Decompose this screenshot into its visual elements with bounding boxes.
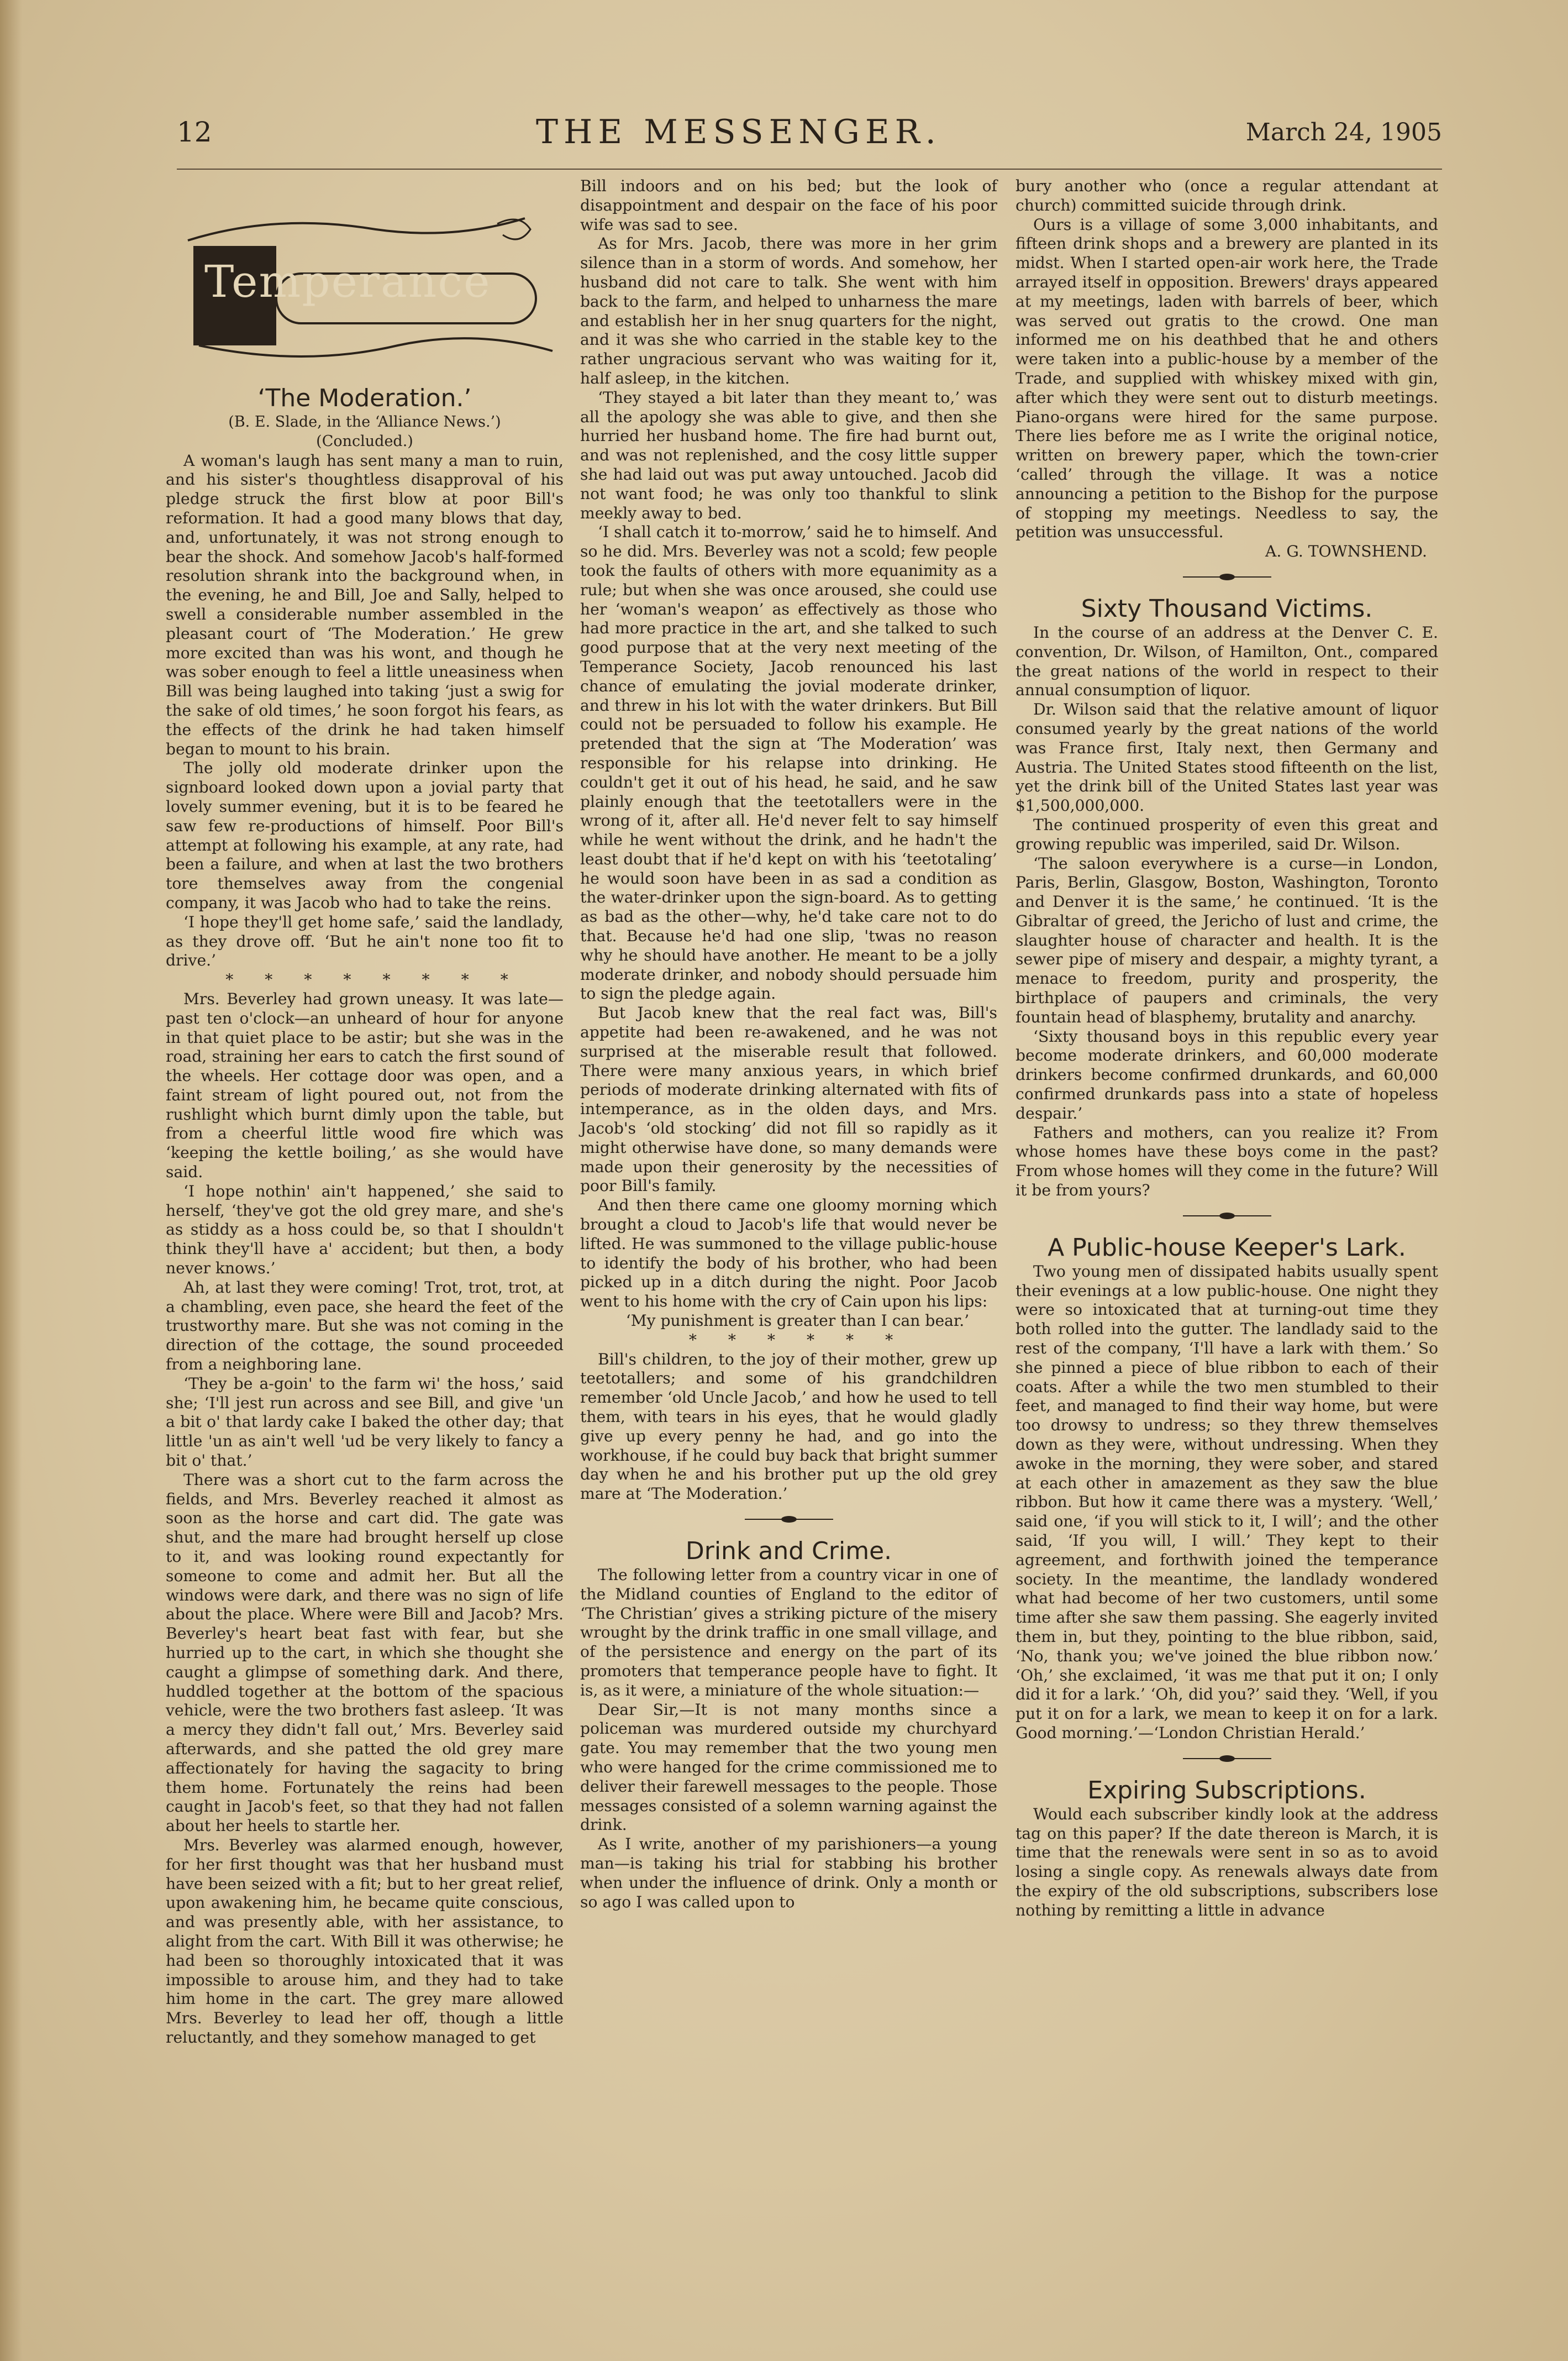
paragraph: ‘I hope nothin' ain't happened,’ she said to herself, ‘they've got the old grey mare, and she's as stiddy as a hoss could be, so that I shouldn't think they'll have a' accident; but then, a body never knows.’: [166, 1182, 564, 1278]
paragraph: ‘The saloon everywhere is a curse—in London, Paris, Berlin, Glasgow, Boston, Washington, Toronto and Denver it is the same,’ he continued. ‘It is the Gibraltar of greed, the Jericho of lust and crime, the slaughter house of character and health. It is the sewer pipe of misery and despair, a mighty tyrant, a menace to freedom, purity and prosperity, the birthplace of paupers and criminals, the very fountain head of blasphemy, brutality and anarchy.: [1015, 854, 1438, 1026]
ornament-divider: [580, 1510, 997, 1530]
ornament-divider-icon: [1183, 1752, 1271, 1765]
masthead: [177, 113, 1442, 160]
paragraph: The jolly old moderate drinker upon the signboard looked down upon a jovial party that lovely summer evening, but it is to be feared he saw few re-productions of himself. Poor Bill's attempt at following his example, at any rate, had been a failure, and when at last the two brothers tore themselves away from the congenial company, it was Jacob who had to take the reins.: [166, 759, 564, 912]
column-2: [580, 177, 997, 1912]
byline: (B. E. Slade, in the ‘Alliance News.’): [228, 413, 501, 431]
article-headline: Sixty Thousand Victims.: [1081, 594, 1373, 623]
paragraph: There was a short cut to the farm across the fields, and Mrs. Beverley reached it almost as soon as the horse and cart did. The gate was shut, and the mare had brought herself up close to it, and was looking round expectantly for someone to come and admit her. But all the windows were dark, and there was no sign of life about the place. Where were Bill and Jacob? Mrs. Beverley's heart beat fast with fear, but she hurried up to the cart, in which she thought she caught a glimpse of something dark. And there, huddled together at the bottom of the spacious vehicle, were the two brothers fast asleep. ‘It was a mercy they didn't fall out,’ Mrs. Beverley said afterwards, and she patted the old grey mare affectionately for having the sagacity to bring them home. Fortunately the reins had been caught in Jacob's feet, so that they had not fallen about her heels to startle her.: [166, 1470, 564, 1835]
article-headline: Expiring Subscriptions.: [1087, 1776, 1366, 1804]
paragraph: The following letter from a country vicar in one of the Midland counties of England to the editor of ‘The Christian’ gives a striking picture of the misery wrought by the drink traffic in one small village, and of the persistence and energy on the part of its promoters that temperance people have to fight. It is, as it were, a miniature of the whole situation:—: [580, 1565, 997, 1699]
column-3: [1015, 177, 1438, 1921]
paper-title: THE MESSENGER.: [536, 113, 941, 151]
ornament-divider: [1015, 1750, 1438, 1770]
paragraph: ‘I shall catch it to-morrow,’ said he to himself. And so he did. Mrs. Beverley was not a scold; few people took the faults of others with more equanimity as a rule; but when she was once aroused, she could use her ‘woman's weapon’ as effectively as those who had more practice in the art, and she talked to such good purpose that at the very next meeting of the Temperance Society, Jacob renounced his last chance of emulating the jovial moderate drinker, and threw in his lot with the water drinkers. But Bill could not be persuaded to follow his example. He pretended that the sign at ‘The Moderation’ was responsible for his relapse into drinking. He couldn't get it out of his head, he said, and he saw plainly enough that the teetotallers were in the wrong of it, after all. He'd never felt to say himself while he went without the drink, and he hadn't the least doubt that if he'd kept on with his ‘teetotaling’ he would soon have been in as sad a condition as the water-drinker upon the sign-board. As to getting as bad as the other—why, he'd take care not to do that. Because he'd had one slip, 'twas no reason why he should have another. He meant to be a jolly moderate drinker, and nobody should persuade him to sign the pledge again.: [580, 523, 997, 1003]
quotation-line: ‘My punishment is greater than I can bear.’: [625, 1311, 970, 1330]
paragraph: And then there came one gloomy morning which brought a cloud to Jacob's life that would never be lifted. He was summoned to the village public-house to identify the body of his brother, who had been picked up in a ditch during the night. Poor Jacob went to his home with the cry of Cain upon his lips:: [580, 1196, 997, 1311]
concluded-note: (Concluded.): [316, 432, 413, 450]
asterisk-divider: * * * * * * * *: [225, 970, 522, 989]
paragraph: Fathers and mothers, can you realize it? From whose homes have these boys come in the past? From whose homes will they come in the future? Will it be from yours?: [1015, 1123, 1438, 1200]
paragraph: ‘They be a-goin' to the farm wi' the hoss,’ said she; ‘I'll jest run across and see Bill, and give 'un a bit o' that lardy cake I baked the other day; that little 'un as ain't well 'ud be very likely to fancy a bit o' that.’: [166, 1374, 564, 1470]
temperance-banner: [166, 207, 564, 384]
paragraph: Mrs. Beverley had grown uneasy. It was late—past ten o'clock—an unheard of hour for anyone in that quiet place to be astir; but she was in the road, straining her ears to catch the first sound of the wheels. Her cottage door was open, and a faint stream of light poured out, not from the rushlight which burnt dimly upon the table, but from a cheerful little wood fire which was ‘keeping the kettle boiling,’ as she would have said.: [166, 989, 564, 1182]
paragraph: But Jacob knew that the real fact was, Bill's appetite had been re-awakened, and he was not surprised at the miserable result that followed. There were many anxious years, in which brief periods of moderate drinking alternated with fits of intemperance, as in the olden days, and Mrs. Jacob's ‘old stocking’ did not fill so rapidly as it might otherwise have done, so many demands were made upon their generosity by the necessities of poor Bill's family.: [580, 1004, 997, 1195]
ornament-divider: [1015, 1207, 1438, 1227]
ornament-divider: [1015, 568, 1438, 588]
article-headline: A Public-house Keeper's Lark.: [1048, 1233, 1406, 1262]
paragraph: Dr. Wilson said that the relative amount of liquor consumed yearly by the great nations of the world was France first, Italy next, then Germany and Austria. The United States stood fifteenth on the list, yet the drink bill of the United States last year was $1,500,000,000.: [1015, 700, 1438, 815]
paragraph: ‘I hope they'll get home safe,’ said the landlady, as they drove off. ‘But he ain't none too fit to drive.’: [166, 912, 564, 970]
paragraph: As I write, another of my parishioners—a young man—is taking his trial for stabbing his brother when under the influence of drink. Only a month or so ago I was called upon to: [580, 1835, 997, 1911]
ornament-divider-icon: [1183, 1209, 1271, 1223]
paragraph: In the course of an address at the Denver C. E. convention, Dr. Wilson, of Hamilton, Ont., compared the great nations of the world in respect to their annual consumption of liquor.: [1015, 623, 1438, 700]
paragraph: The continued prosperity of even this great and growing republic was imperiled, said Dr. Wilson.: [1015, 815, 1438, 853]
paragraph: Bill's children, to the joy of their mother, grew up teetotallers; and some of his grandchildren remember ‘old Uncle Jacob,’ and how he used to tell them, with tears in his eyes, that he would gladly give up every penny he had, and go into the workhouse, if he could buy back that bright summer day when he and his brother put up the old grey mare at ‘The Moderation.’: [580, 1350, 997, 1503]
issue-date: March 24, 1905: [1245, 118, 1442, 146]
paragraph: Bill indoors and on his bed; but the look of disappointment and despair on the face of his poor wife was sad to see.: [580, 177, 997, 234]
banner-label: Temperance: [204, 256, 491, 307]
paragraph: ‘Sixty thousand boys in this republic every year become moderate drinkers, and 60,000 moderate drinkers become confirmed drunkards, and 60,000 confirmed drunkards pass into a state of hopeless despair.’: [1015, 1027, 1438, 1122]
paragraph: Ah, at last they were coming! Trot, trot, trot, at a chambling, even pace, she heard the feet of the trustworthy mare. But she was not coming in the direction of the cottage, the sound proceeded from a neighboring lane.: [166, 1278, 564, 1374]
signature: A. G. TOWNSHEND.: [1265, 542, 1427, 561]
paragraph: Ours is a village of some 3,000 inhabitants, and fifteen drink shops and a brewery are planted in its midst. When I started open-air work here, the Trade arrayed itself in opposition. Brewers' drays appeared at my meetings, laden with barrels of beer, which was served out gratis to the crowd. One man informed me on his deathbed that he and others were taken into a public-house by a member of the Trade, and supplied with whiskey mixed with gin, after which they were sent out to disturb meetings. Piano-organs were hired for the same purpose. There lies before me as I write the original notice, written on brewery paper, which the town-crier ‘called’ through the village. It was a notice announcing a petition to the Bishop for the purpose of stopping my meetings. Needless to say, the petition was unsuccessful.: [1015, 215, 1438, 542]
paragraph: bury another who (once a regular attendant at church) committed suicide through drink.: [1015, 177, 1438, 214]
asterisk-divider: * * * * * *: [688, 1330, 907, 1349]
article-headline: ‘The Moderation.’: [257, 384, 472, 412]
paragraph: A woman's laugh has sent many a man to ruin, and his sister's thoughtless disapproval of his pledge struck the first blow at poor Bill's reformation. It had a good many blows that day, and, unfortunately, it was not strong enough to bear the shock. And somehow Jacob's half-formed resolution shrank into the background when, in the evening, he and Bill, Joe and Sally, helped to swell a considerable number assembled in the pleasant court of ‘The Moderation.’ He grew more excited than was his wont, and though he was sober enough to feel a little uneasiness when Bill was being laughed into taking ‘just a swig for the sake of old times,’ he soon forgot his fears, as the effects of the drink he had taken himself began to mount to his brain.: [166, 451, 564, 758]
column-1: [166, 177, 564, 2048]
paragraph: As for Mrs. Jacob, there was more in her grim silence than in a storm of words. And somehow, her husband did not care to talk. She went with him back to the farm, and helped to unharness the mare and establish her in her snug quarters for the night, and it was she who carried in the stable key to the rather ungracious servant who was waiting for it, half asleep, in the kitchen.: [580, 234, 997, 387]
ornament-divider-icon: [745, 1513, 833, 1526]
paragraph: Dear Sir,—It is not many months since a policeman was murdered outside my churchyard gate. You may remember that the two young men who were hanged for the crime commissioned me to deliver their farewell messages to the people. Those messages consisted of a solemn warning against the drink.: [580, 1700, 997, 1834]
ornament-divider-icon: [1183, 570, 1271, 584]
paragraph: Would each subscriber kindly look at the address tag on this paper? If the date thereon is March, it is time that the renewals were sent in so as to avoid losing a single copy. As renewals always date from the expiry of the old subscriptions, subscribers lose nothing by remitting a little in advance: [1015, 1804, 1438, 1919]
paragraph: Two young men of dissipated habits usually spent their evenings at a low public-house. One night they were so intoxicated that at turning-out time they both rolled into the gutter. The landlady said to the rest of the company, ‘I'll have a lark with them.’ So she pinned a piece of blue ribbon to each of their coats. After a while the two men stumbled to their feet, and managed to find their way home, but were too drowsy to undress; so they threw themselves down as they were, without undressing. When they awoke in the morning, they were sober, and stared at each other in amazement as they saw the blue ribbon. But how it came there was a mystery. ‘Well,’ said one, ‘if you will stick to it, I will’; and the other said, ‘If you will, I will.’ They kept to their agreement, and forthwith joined the temperance society. In the meantime, the landlady wondered what had become of her two customers, until some time after she saw them passing. She eagerly invited them in, but they, pointing to the blue ribbon, said, ‘No, thank you; we've joined the blue ribbon now.’ ‘Oh,’ she exclaimed, ‘it was me that put it on; I only did it for a lark.’ ‘Oh, did you?’ said they. ‘Well, if you put it on for a lark, we mean to keep it on for a lark. Good morning.’—‘London Christian Herald.’: [1015, 1262, 1438, 1742]
paragraph: Mrs. Beverley was alarmed enough, however, for her first thought was that her husband must have been seized with a fit; but to her great relief, upon awakening him, he became quite conscious, and was presently able, with her assistance, to alight from the cart. With Bill it was otherwise; he had been so thoroughly intoxicated that it was impossible to arouse him, and they had to take him home in the cart. The grey mare allowed Mrs. Beverley to lead her off, though a little reluctantly, and they somehow managed to get: [166, 1835, 564, 2047]
paragraph: ‘They stayed a bit later than they meant to,’ was all the apology she was able to give, and then she hurried her husband home. The fire had burnt out, and was not replenished, and the cosy little supper she had laid out was put away untouched. Jacob did not want food; he was only too thankful to slink meekly away to bed.: [580, 388, 997, 522]
page-number: 12: [177, 116, 212, 148]
header-rule: [177, 169, 1442, 170]
article-headline: Drink and Crime.: [685, 1536, 892, 1565]
